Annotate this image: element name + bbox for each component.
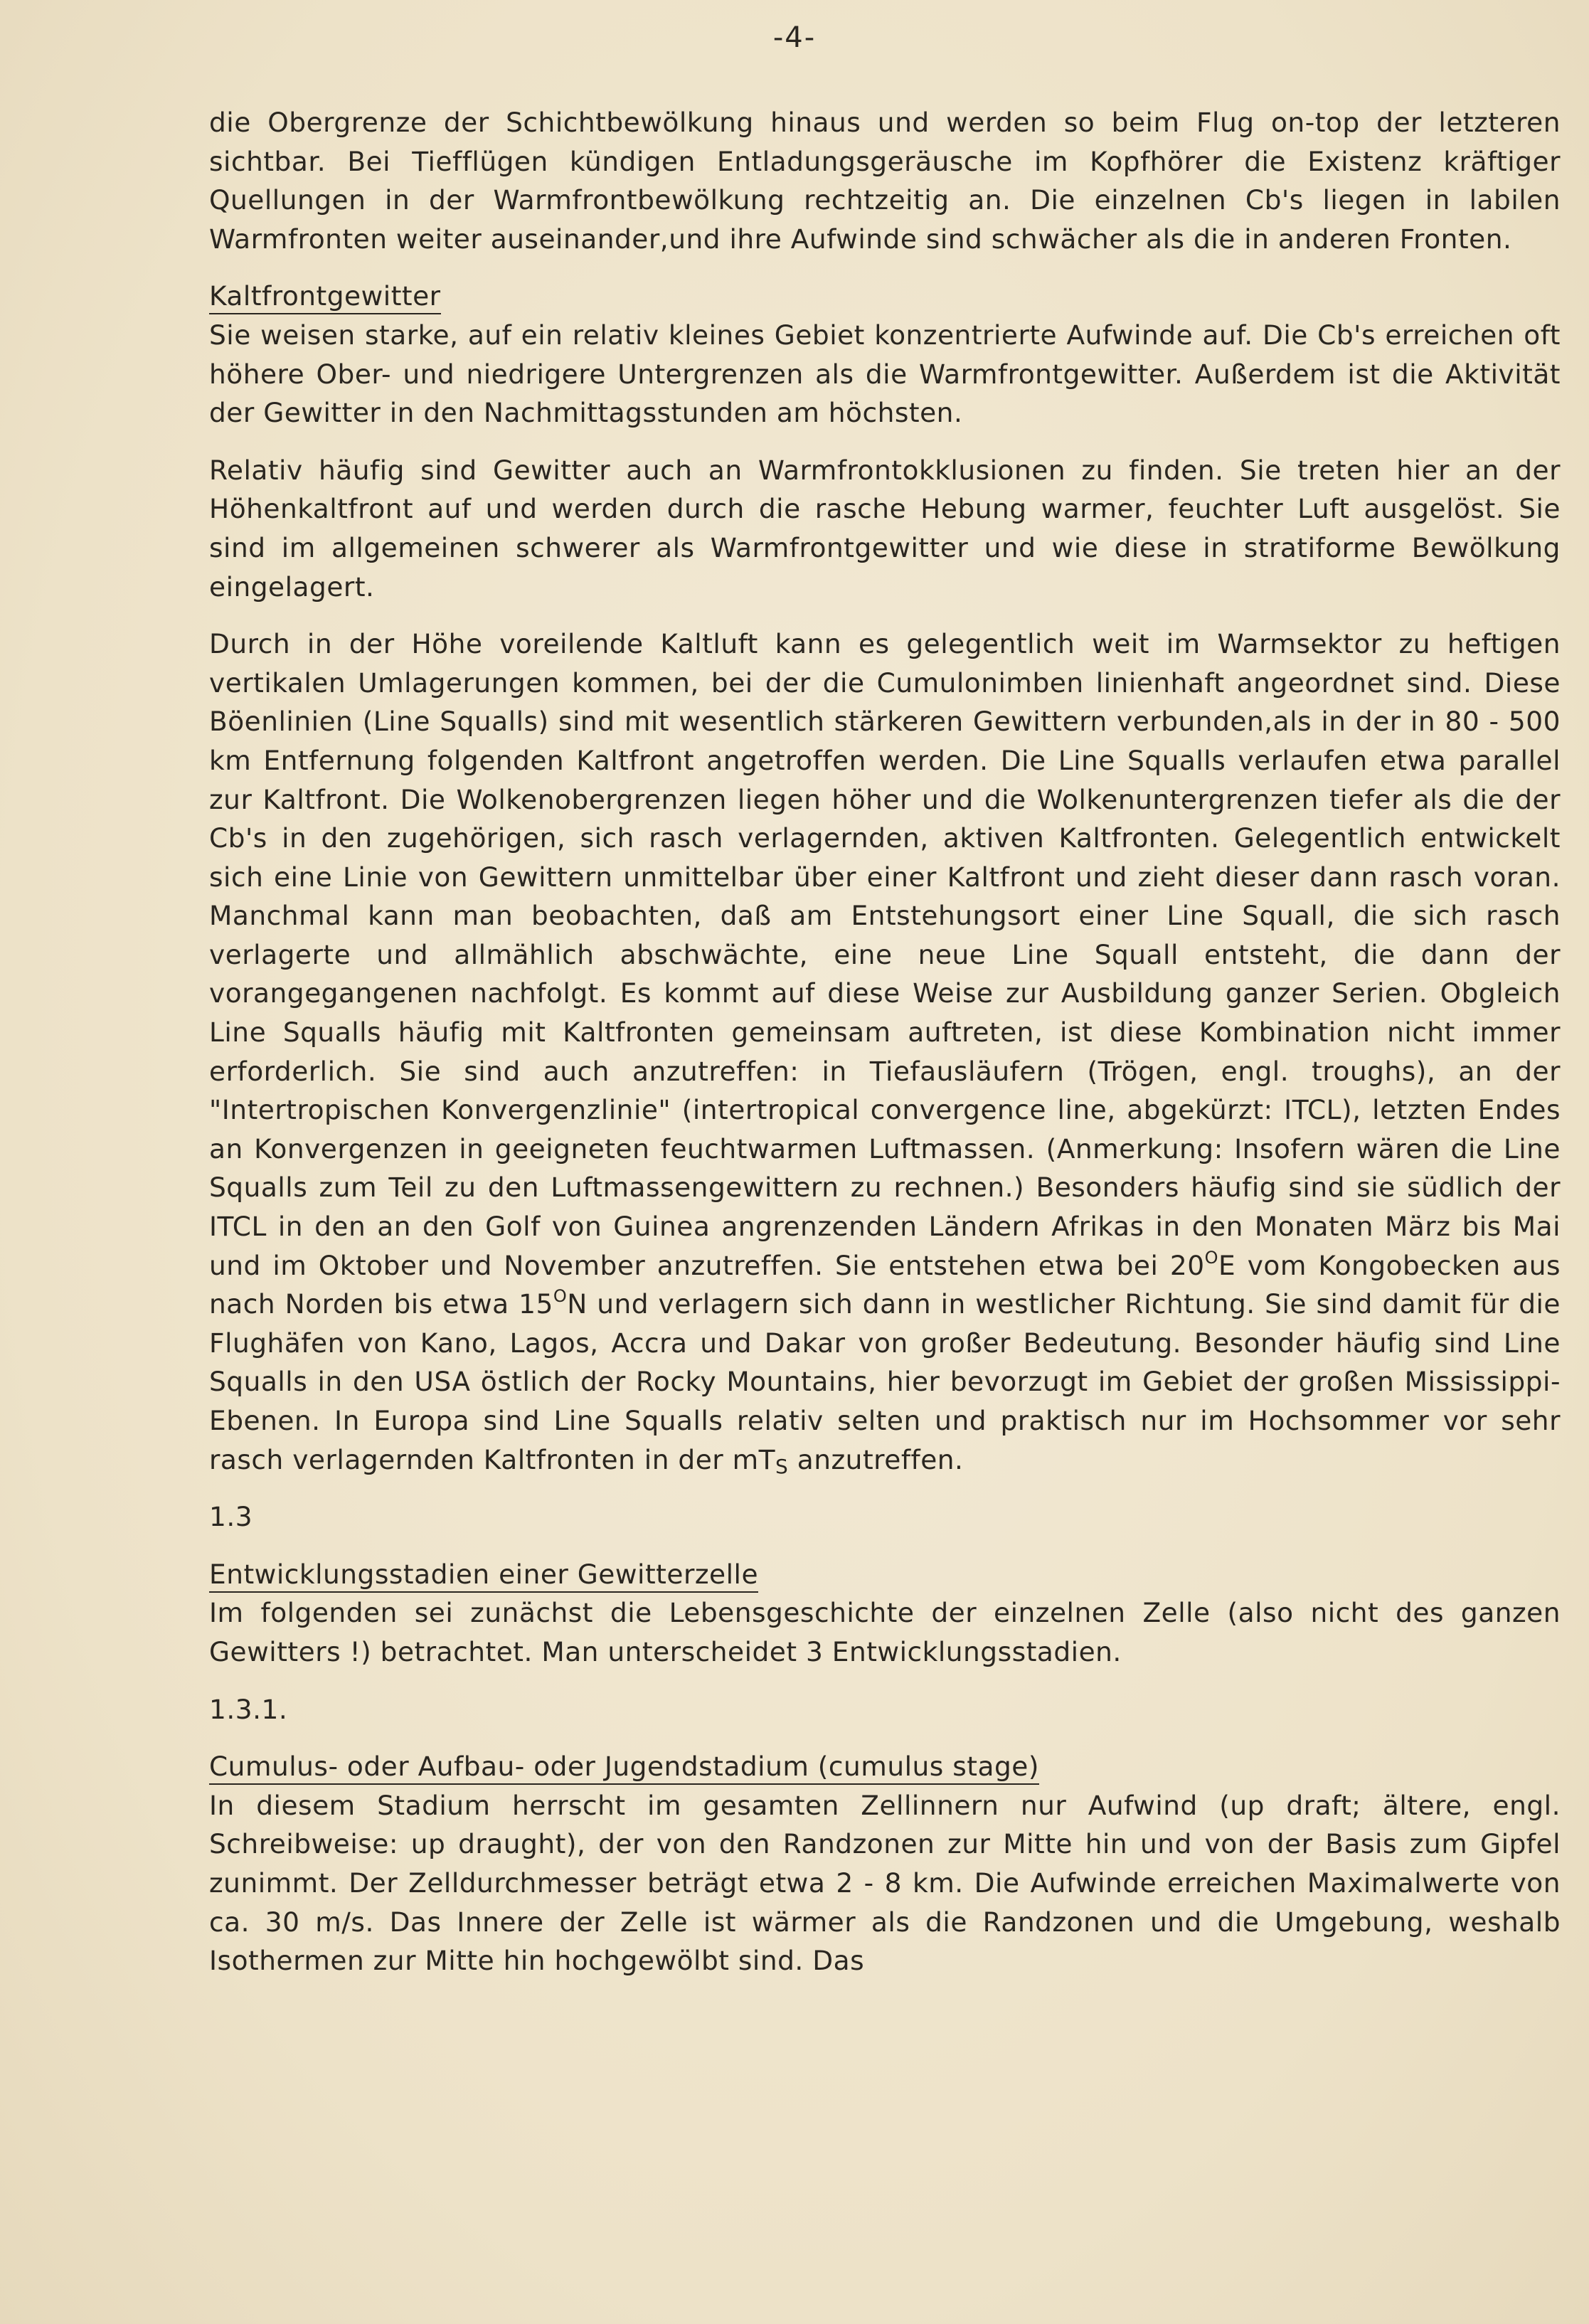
heading-block-cumulus	[209, 1747, 1561, 1786]
heading-block-entwicklung	[209, 1555, 1561, 1594]
section-number-1-3-1: 1.3.1.	[209, 1693, 288, 1725]
text-segment: anzutreffen.	[788, 1443, 964, 1475]
degree-mark: O	[553, 1286, 568, 1307]
heading-cumulus-stage: Cumulus- oder Aufbau- oder Jugendstadium (cumulus stage)	[209, 1749, 1039, 1785]
text-segment: Durch in der Höhe voreilende Kaltluft kann es gelegentlich weit im Warmsektor zu heftigen vertikalen Umlagerungen kommen, bei der die Cumulonimben linienhaft angeordnet sind. Diese Böenlinien (Line Squalls) sind mit wesentlich stärkeren Gewittern verbunden,als in der in 80 - 500 km Entfernung folgenden Kaltfront angetroffen werden. Die Line Squalls verlaufen etwa parallel zur Kaltfront. Die Wolkenobergrenzen liegen höher und die Wolkenuntergrenzen tiefer als die der Cb's in den zugehörigen, sich rasch verlagernden, aktiven Kaltfronten. Gelegentlich entwickelt sich eine Linie von Gewittern unmittelbar über einer Kaltfront und zieht dieser dann rasch voran. Manchmal kann man beobachten, daß am Entstehungsort einer Line Squall, die sich rasch verlagerte und allmählich abschwächte, eine neue Line Squall entsteht, die dann der vorangegangenen nachfolgt. Es kommt auf diese Weise zur Ausbildung ganzer Serien. Obgleich Line Squalls häufig mit Kaltfronten gemeinsam auftreten, ist diese Kombination nicht immer erforderlich. Sie sind auch anzutreffen: in Tiefausläufern (Trögen, engl. troughs), an der "Intertropischen Konvergenzlinie" (intertropical convergence line, abgekürzt: ITCL), letzten Endes an Konvergenzen in geeigneten feuchtwarmen Luftmassen. (Anmerkung: Insofern wären die Line Squalls zum Teil zu den Luftmassengewittern zu rechnen.) Besonders häufig sind sie südlich der ITCL in den an den Golf von Guinea angrenzenden Ländern Afrikas in den Monaten März bis Mai und im Oktober und November anzutreffen. Sie entstehen etwa bei 20	[209, 628, 1561, 1281]
subscript: S	[775, 1454, 789, 1478]
page-number: -4-	[772, 21, 817, 54]
text-segment: N und verlagern sich dann in westlicher Richtung. Sie sind damit für die Flughäfen von Kano, Lagos, Accra und Dakar von großer Bedeutung. Besonder häufig sind Line Squalls in den USA östlich der Rocky Mountains, hier bevorzugt im Gebiet der großen Mississippi-Ebenen. In Europa sind Line Squalls relativ selten und praktisch nur im Hochsommer vor sehr rasch verlagernden Kaltfronten in der mT	[209, 1288, 1561, 1475]
heading-block-kaltfront	[209, 277, 1561, 316]
paragraph-line-squalls	[209, 625, 1561, 1479]
page-content	[209, 103, 1561, 1999]
paragraph-cumulus-stage: In diesem Stadium herrscht im gesamten Zellinnern nur Aufwind (up draft; ältere, engl. Schreibweise: up draught), der von den Randzonen zur Mitte hin und von der Basis zum Gipfel zunimmt. Der Zelldurchmesser beträgt etwa 2 - 8 km. Die Aufwinde erreichen Maximalwerte von ca. 30 m/s. Das Innere der Zelle ist wärmer als die Randzonen und die Umgebung, weshalb Isothermen zur Mitte hin hochgewölbt sind. Das	[209, 1789, 1561, 1977]
heading-kaltfrontgewitter: Kaltfrontgewitter	[209, 279, 441, 314]
paragraph-warmfront-continuation: die Obergrenze der Schichtbewölkung hinaus und werden so beim Flug on-top der letzteren sichtbar. Bei Tiefflügen kündigen Entladungsgeräusche im Kopfhörer die Existenz kräftiger Quellungen in der Warmfrontbewölkung rechtzeitig an. Die einzelnen Cb's liegen in labilen Warmfronten weiter auseinander,und ihre Aufwinde sind schwächer als die in anderen Fronten.	[209, 107, 1561, 255]
paragraph-kaltfront: Sie weisen starke, auf ein relativ kleines Gebiet konzentrierte Aufwinde auf. Die Cb's erreichen oft höhere Ober- und niedrigere Untergrenzen als die Warmfrontgewitter. Außerdem ist die Aktivität der Gewitter in den Nachmittagsstunden am höchsten.	[209, 319, 1561, 429]
section-number-1-3: 1.3	[209, 1501, 253, 1533]
paragraph-entwicklungsstadien: Im folgenden sei zunächst die Lebensgeschichte der einzelnen Zelle (also nicht des ganzen Gewitters !) betrachtet. Man unterscheidet 3 Entwicklungsstadien.	[209, 1597, 1561, 1667]
paragraph-warmfrontokklusionen: Relativ häufig sind Gewitter auch an Warmfrontokklusionen zu finden. Sie treten hier an der Höhenkaltfront auf und werden durch die rasche Hebung warmer, feuchter Luft ausgelöst. Sie sind im allgemeinen schwerer als Warmfrontgewitter und wie diese in stratiforme Bewölkung eingelagert.	[209, 454, 1561, 603]
heading-entwicklungsstadien: Entwicklungsstadien einer Gewitterzelle	[209, 1557, 758, 1593]
degree-mark: O	[1204, 1247, 1219, 1268]
text-segment: E vom Kongobecken aus nach Norden bis etwa 15	[209, 1249, 1561, 1320]
